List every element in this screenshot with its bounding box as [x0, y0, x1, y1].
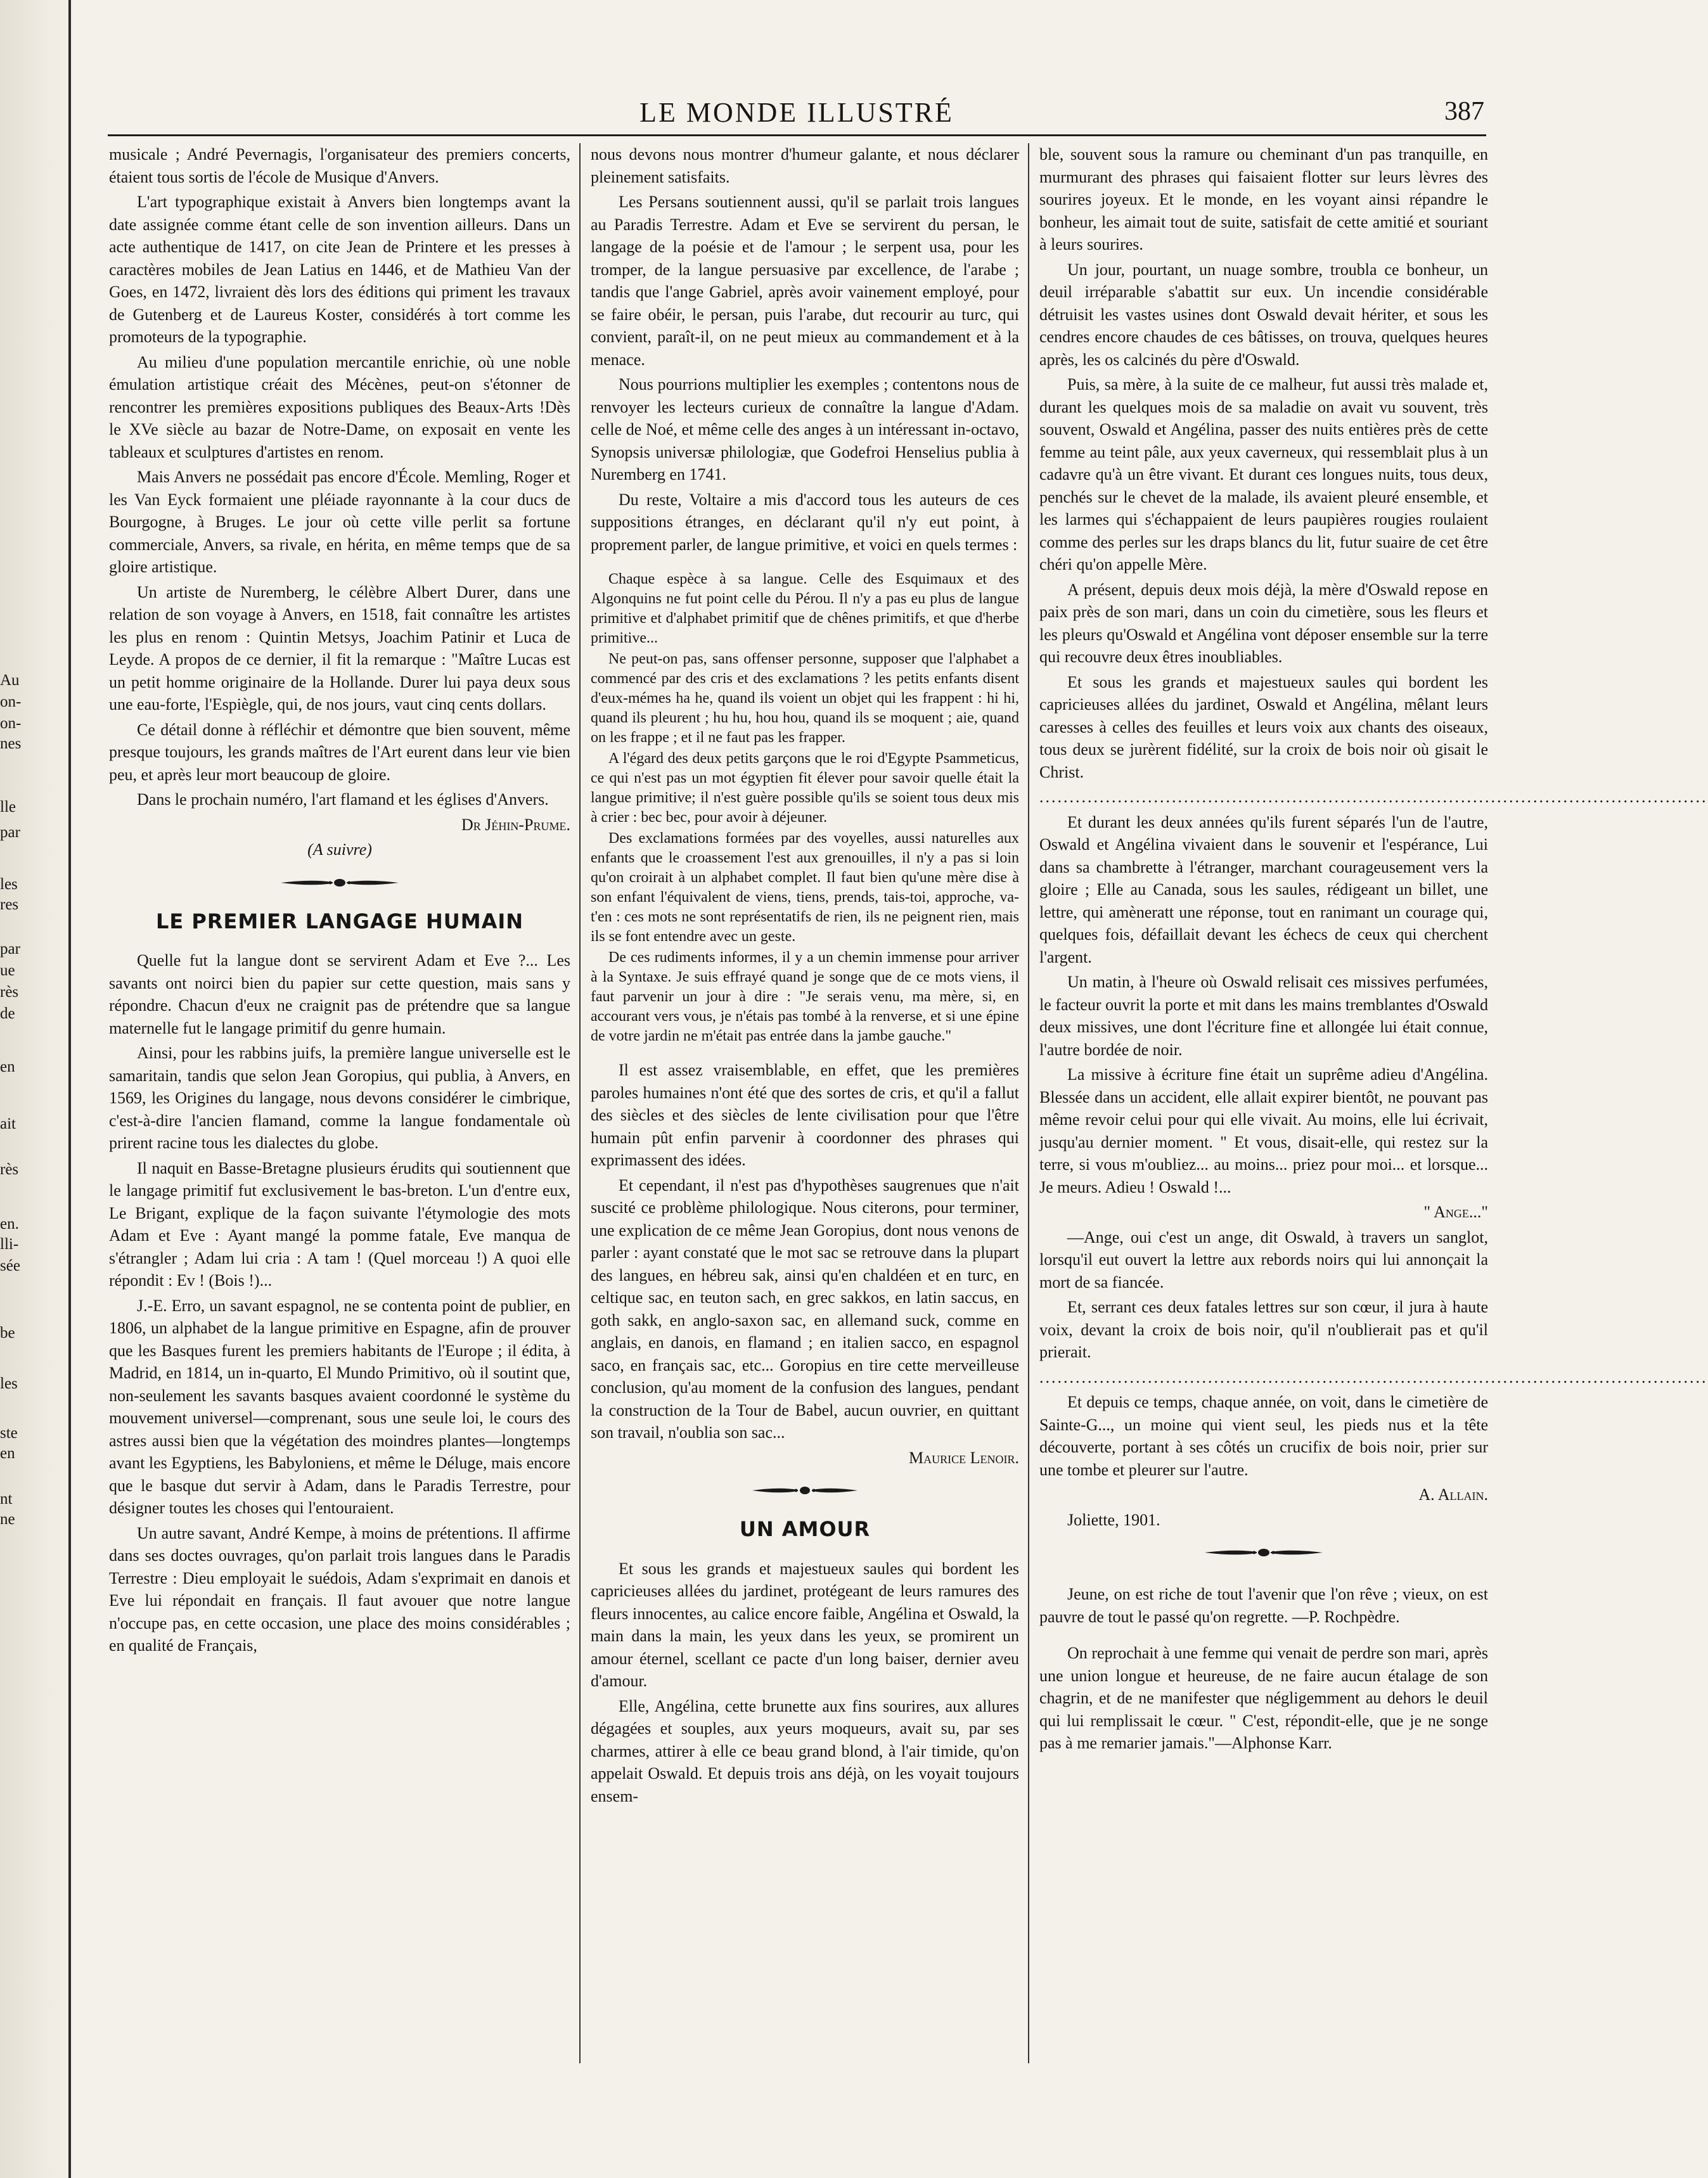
maxim-paragraph: On reprochait à une femme qui venait de perdre son mari, après une union longue et heureuse, de ne faire aucun étalage de son chagrin, et de ne manifester que négligemment au dehors le deuil qui lui remplissait le cœur. " C'est, répondit-elle, que je ne songe pas à me remarier jamais."—Alphonse Karr. [1039, 1644, 1488, 1752]
maxim-paragraph: Jeune, on est riche de tout l'avenir que l'on rêve ; vieux, on est pauvre de tout le passé qu'on regrette. —P. Rochpèdre. [1039, 1585, 1488, 1626]
article-paragraph: Il naquit en Basse-Bretagne plusieurs érudits qui soutiennent que le langage primitif fut exclusivement le bas-breton. L'un d'entre eux, Le Brigant, explique de la façon suivante l'étymologie des mots Adam et Eve : Ayant mangé la pomme fatale, Eve manqua de s'étrangler ; Adam lui cria : A tam ! (Quel morceau !) A quoi elle répondit : Ev ! (Bois !)... [109, 1158, 570, 1290]
margin-fragment: ne [0, 1511, 15, 1528]
article-paragraph: Ainsi, pour les rabbins juifs, la première langue universelle est le samaritain, tandis que selon Jean Goropius, qui publia, à Anvers, en 1569, les Origines du langage, nous devons considérer le cimbrique, c'est-à-dire l'ancien flamand, comme la langue fondamentale où prirent racine tous les dialectes du globe. [109, 1044, 570, 1152]
article-paragraph: Elle, Angélina, cette brunette aux fins sourires, aux allures dégagées et souples, aux yeurs moqueurs, avait su, par ses charmes, attirer à elle ce beau grand blond, à l'air timide, qu'on appelait Oswald. Et depuis trois ans déjà, on les voyait toujours ensem- [591, 1696, 1019, 1805]
column-3 [1039, 143, 1708, 2127]
margin-fragment: nt [0, 1490, 13, 1508]
article-paragraph: Au milieu d'une population mercantile enrichie, où une noble émulation artistique créait des Mécènes, peut-on s'étonner de rencontrer les premières expositions publiques des Beaux-Arts !Dès le XVe siècle au bazar de Notre-Dame, on exposait en vente les tableaux et sculptures d'artistes en renom. [109, 352, 570, 461]
article-paragraph: Un matin, à l'heure où Oswald relisait ces missives perfumées, le facteur ouvrit la porte et mit dans les mains tremblantes d'Oswald deux missives, une dont l'écriture fine et allongée lui était connue, l'autre bordée de noir. [1039, 973, 1488, 1059]
margin-fragment: les [0, 876, 18, 893]
column-1 [109, 143, 570, 2127]
quote-paragraph: A l'égard des deux petits garçons que le roi d'Egypte Psammeticus, ce qui n'est pas un mot égyptien fit élever pour savoir quelle était la langue primitive; il n'est guère possible qu'ils se soient tous deux mis à crier : bec bec, pour avoir à déjeuner. [591, 750, 1019, 826]
to-be-continued: (A suivre) [307, 840, 372, 859]
ornament-divider [1039, 1534, 1488, 1572]
letter-signature: " Ange..." [1423, 1203, 1488, 1221]
margin-fragment: be [0, 1324, 15, 1342]
header-rule [108, 134, 1486, 136]
article-paragraph: J.-E. Erro, un savant espagnol, ne se contenta point de publier, en 1806, un alphabet de la langue primitive en Espagne, afin de prouver que les Basques furent les premiers habitants de l'Europe ; il édita, à Madrid, en 1814, un in-quarto, El Mundo Primitivo, où il soutint que, non-seulement les savants basques avaient coordonné le système du mouvement universel—comprenant, sous une seule loi, le cours des astres aussi bien que la végétation des moindres plantes—longtemps avant les Egyptiens, les Babyloniens, et même le Déluge, mais encore que le basque dut servir à Adam, dans le Paradis Terrestre, pour désigner toutes les choses qui l'entouraient. [109, 1296, 570, 1517]
dotted-separator: ............................................................................................................... [1039, 788, 1708, 806]
margin-fragment: rès [0, 1161, 19, 1178]
article-paragraph: Du reste, Voltaire a mis d'accord tous les auteurs de ces suppositions étranges, en déclarant qu'il n'y eut point, à proprement parler, de langue primitive, et voici en quels termes : [591, 490, 1019, 554]
article-paragraph: Quelle fut la langue dont se servirent Adam et Eve ?... Les savants ont noirci bien du papier sur cette question, mais sans y répondre. Chacun d'eux ne craignit pas de prétendre que sa langue maternelle fut le langage primitif du genre humain. [109, 951, 570, 1037]
article-paragraph: musicale ; André Pevernagis, l'organisateur des premiers concerts, étaient tous sortis de l'école de Musique d'Anvers. [109, 145, 570, 186]
author-signature: A. Allain. [1418, 1485, 1488, 1504]
place-date: Joliette, 1901. [1067, 1510, 1160, 1529]
article-paragraph: —Ange, oui c'est un ange, dit Oswald, à travers un sanglot, lorsqu'il eut ouvert la lettre aux rebords noirs qui lui annonçait la mort de sa fiancée. [1039, 1227, 1488, 1291]
article-paragraph: Nous pourrions multiplier les exemples ; contentons nous de renvoyer les lecteurs curieux de connaître la langue d'Adam. celle de Noé, et même celle des anges à un intéressant in-octavo, Synopsis universæ philologiæ, que Godefroi Henselius publia à Nuremberg en 1741. [591, 375, 1019, 484]
article-paragraph: Il est assez vraisemblable, en effet, que les premières paroles humaines n'ont été que des sortes de cris, et qu'il a fallut des siècles et des siècles de lente civilisation pour que l'être humain pût enfin parvenir à coordonner des phrases qui exprimassent des idées. [591, 1061, 1019, 1169]
ornament-divider [591, 1471, 1019, 1509]
article-paragraph: Et sous les grands et majestueux saules qui bordent les capricieuses allées du jardinet, Oswald et Angélina, mêlant leurs caresses à celles des feuilles et leurs voix aux chants des oiseaux, tous deux se jurèrent fidélité, sur la croix de bois noir où gisait le Christ. [1039, 672, 1488, 781]
ornament-icon [1204, 1547, 1324, 1558]
page-header [109, 89, 1484, 133]
margin-fragment: par [0, 940, 20, 958]
binding-edge-line [68, 0, 71, 2178]
margin-fragment: ait [0, 1115, 16, 1132]
article-paragraph: Mais Anvers ne possédait pas encore d'École. Memling, Roger et les Van Eyck formaient une pléiade rayonnante à la cour ducs de Bourgogne, à Bruges. Le jour où cette ville perlit sa fortune commerciale, Anvers, sa rivale, en hérita, en même temps que de sa gloire artistique. [109, 468, 570, 576]
margin-fragment: lle [0, 798, 16, 816]
article-title-langage: LE PREMIER LANGAGE HUMAIN [155, 909, 524, 933]
margin-fragment: res [0, 896, 19, 913]
article-paragraph: A présent, depuis deux mois déjà, la mère d'Oswald repose en paix près de son mari, dans un coin du cimetière, sous les fleurs et les pleurs qu'Oswald et Angélina vont déposer ensemble sur la terre qui recouvre deux êtres inoubliables. [1039, 580, 1488, 666]
voltaire-quotation [591, 570, 1019, 1046]
margin-fragment: en [0, 1058, 15, 1075]
article-paragraph: Dans le prochain numéro, l'art flamand et les églises d'Anvers. [137, 790, 549, 809]
author-signature: Maurice Lenoir. [909, 1448, 1019, 1467]
margin-fragment: lli- [0, 1236, 19, 1253]
margin-fragment: de [0, 1005, 15, 1022]
margin-fragment: nes [0, 735, 22, 752]
margin-fragment: en [0, 1445, 15, 1462]
article-paragraph: ble, souvent sous la ramure ou cheminant d'un pas tranquille, en murmurant des phrases qui faisaient flotter sur leurs lèvres des sourires joyeux. Et le monde, en les voyant ainsi répandre le bonheur, les aimait tout de suite, satisfait de cette amitié et souriant à leurs sourires. [1039, 145, 1488, 253]
ornament-icon [751, 1485, 859, 1496]
margin-fragment: ste [0, 1425, 18, 1442]
article-paragraph: Puis, sa mère, à la suite de ce malheur, fut aussi très malade et, durant les quelques mois de sa maladie on avait vu souvent, très souvent, Oswald et Angélina, passer des nuits entières près de cette femme au teint pâle, aux yeux caverneux, qui ressemblait plus à un cadavre qu'à un être vivant. Et durant ces longues nuits, tous deux, penchés sur le chevet de la malade, ils avaient pleuré ensemble, et les larmes qui s'échappaient de leurs paupières rougies roulaient comme des perles sur les draps blancs du lit, futur suaire de cet être chéri qu'on appelle Mère. [1039, 375, 1488, 573]
article-paragraph: Et depuis ce temps, chaque année, on voit, dans le cimetière de Sainte-G..., un moine qui vient seul, les pieds nus et la tête découverte, portant à ses côtés un crucifix de bois noir, prier sur une tombe et pleurer sur l'autre. [1039, 1393, 1488, 1479]
margin-fragment: Au [0, 672, 20, 689]
margin-fragment: les [0, 1375, 18, 1392]
margin-fragment: sée [0, 1257, 20, 1274]
article-paragraph: Un artiste de Nuremberg, le célèbre Albert Durer, dans une relation de son voyage à Anvers, en 1518, fait connaître les artistes les plus en renom : Quintin Metsys, Joachim Patinir et Luca de Leyde. A propos de ce dernier, il fit la remarque : "Maître Lucas est un petit homme originaire de la Hollande. Durer lui paya deux sous une eau-forte, l'Espiègle, qui, de nos jours, vaut cinq cents dollars. [109, 582, 570, 714]
article-paragraph: Un jour, pourtant, un nuage sombre, troubla ce bonheur, un deuil irréparable s'abattit sur eux. Un incendie considérable détruisit les vastes usines dont Oswald devait hériter, et sous les cendres encore chaudes de ces bâtisses, on trouva, quelques heures après, les os calcinés du père d'Oswald. [1039, 260, 1488, 369]
article-paragraph: Et durant les deux années qu'ils furent séparés l'un de l'autre, Oswald et Angélina vivaient dans le souvenir et l'espérance, Lui dans sa chambrette à l'étranger, marchant courageusement vers la gloire ; Elle au Canada, sous les saules, rédigeant un billet, une lettre, qui amèneratt une réponse, tout en ranimant un courage qui, quelques fois, défaillait devant les échecs de ceux qui cherchent l'argent. [1039, 812, 1488, 966]
article-paragraph: Un autre savant, André Kempe, à moins de prétentions. Il affirme dans ses doctes ouvrages, qu'on parlait trois langues dans le Paradis Terrestre : Dieu employait le suédois, Adam s'exprimait en danois et Eve lui répondait en français. Il faut avouer que notre langue n'occupe pas, en cette occasion, une place des moins considérables ; en qualité de Français, [109, 1523, 570, 1655]
margin-fragment: on- [0, 715, 22, 732]
article-paragraph: Les Persans soutiennent aussi, qu'il se parlait trois langues au Paradis Terrestre. Adam et Eve se servirent du persan, le langage de la poésie et de l'amour ; le serpent usa, pour les tromper, de la langue persuasive par excellence, de l'arabe ; tandis que l'ange Gabriel, après avoir vainement employé, pour se faire obéir, le persan, puis l'arabe, dut recourir au turc, qui convient, paraît-il, on ne peut mieux au commandement et à la menace. [591, 193, 1019, 369]
quote-paragraph: Ne peut-on pas, sans offenser personne, supposer que l'alphabet a commencé par des cris et des exclamations ? les petits enfants disent d'eux-mémes ha he, quand ils voient un objet qui les frappent : hi hi, quand ils pleurent ; hu hu, hou hou, quand ils se moquent ; aie, quand on les frappe ; et il ne faut pas les frapper. [591, 651, 1019, 746]
article-paragraph: L'art typographique existait à Anvers bien longtemps avant la date assignée comme étant celle de son invention ailleurs. Dans un acte authentique de 1417, on cite Jean de Printere et les presses à caractères mobiles de Jean Latius en 1446, et de Mathieu Van der Goes, en 1472, livraient dès lors des éditions qui priment les travaux de Gutenberg et de Laureus Koster, considérés à tort comme les promoteurs de la typographie. [109, 193, 570, 346]
margin-fragment: on- [0, 693, 22, 710]
quote-paragraph: Des exclamations formées par des voyelles, aussi naturelles aux enfants que le croassement l'est aux grenouilles, il n'y a pas si loin qu'on croirait à un alphabet complet. Il faut bien qu'une mère dise à son enfant l'équivalent de viens, tiens, prends, tais-toi, approche, va-t'en : ces mots ne sont représentatifs de rien, ils ne peignent rien, mais ils se font entendre avec un geste. [591, 830, 1019, 945]
article-paragraph: Et, serrant ces deux fatales lettres sur son cœur, il jura à haute voix, devant la croix de bois noir, qu'il n'oublierait pas et qu'il prierait. [1039, 1298, 1488, 1361]
article-title-amour: UN AMOUR [739, 1517, 871, 1541]
margin-fragment: par [0, 824, 20, 841]
margin-fragment: ue [0, 962, 15, 979]
margin-fragment: en. [0, 1215, 19, 1233]
quote-paragraph: De ces rudiments informes, il y a un chemin immense pour arriver à la Syntaxe. Je suis effrayé quand je songe que de ce mots viens, il faut parvenir un jour à dire : "Je serais venu, ma mère, si, en accourant vers vous, je n'étais pas tombé à la renverse, et si une épine de votre jardin ne m'était pas entrée dans la jambe gauche." [591, 949, 1019, 1044]
running-title: LE MONDE ILLUSTRÉ [639, 97, 954, 128]
article-paragraph: La missive à écriture fine était un suprême adieu d'Angélina. Blessée dans un accident, elle allait expirer bientôt, ne pouvant pas même revoir celui pour qui elle vivait. Au moins, elle lui écrivait, jusqu'au dernier moment. " Et vous, disait-elle, qui restez sur la terre, si vous m'oubliez... au moins... priez pour moi... et lorsque... Je meurs. Adieu ! Oswald !... [1039, 1065, 1488, 1196]
author-signature: Dr Jéhin-Prume. [461, 815, 570, 834]
column-2 [591, 143, 1019, 2127]
column-divider [579, 143, 581, 2063]
article-paragraph: Et cependant, il n'est pas d'hypothèses saugrenues que n'ait suscité ce problème philologique. Nous citerons, pour terminer, une explication de ce même Jean Goropius, dont nous venons de parler : ayant constaté que le mot sac se retrouve dans la plupart des langues, en hébreu sak, ainsi qu'en chaldéen et en turc, en celtique sac, en teuton sach, en grec sakkos, en latin saccus, en goth sakk, en anglo-saxon sac, en allemand suck, comme en anglais, en danois, en flamand ; en italien sacco, en espagnol saco, en français sac, etc... Goropius en tire cette merveilleuse conclusion, qu'au moment de la confusion des langues, pendant la construction de la Tour de Babel, aucun ouvrier, en quittant son travail, n'oublia son sac... [591, 1175, 1019, 1442]
ornament-divider [109, 864, 570, 902]
article-paragraph: nous devons nous montrer d'humeur galante, et nous déclarer pleinement satisfaits. [591, 145, 1019, 186]
article-paragraph: Ce détail donne à réfléchir et démontre que bien souvent, même presque toujours, les grands maîtres de l'Art eurent dans leur vie bien peu, et après leur mort beaucoup de gloire. [109, 720, 570, 784]
ornament-icon [279, 877, 400, 888]
page-binding-shadow [0, 0, 77, 2178]
quote-paragraph: Chaque espèce à sa langue. Celle des Esquimaux et des Algonquins ne fut point celle du Pérou. Il n'y a pas eu plus de langue primitive et d'alphabet primitif que de chênes primitifs, et que d'herbe primitive... [591, 571, 1019, 646]
dotted-separator: ............................................................................................................... [1039, 1368, 1708, 1387]
page-number: 387 [1444, 97, 1484, 126]
margin-fragment: rès [0, 983, 19, 1001]
article-paragraph: Et sous les grands et majestueux saules qui bordent les capricieuses allées du jardinet, protégeant de leurs ramures des fleurs innocentes, au calice encore faible, Angélina et Oswald, la main dans la main, les yeux dans les yeux, se promirent un amour éternel, scellant ce pacte d'un long baiser, dernier aveu d'amour. [591, 1559, 1019, 1690]
column-divider [1028, 143, 1029, 2063]
